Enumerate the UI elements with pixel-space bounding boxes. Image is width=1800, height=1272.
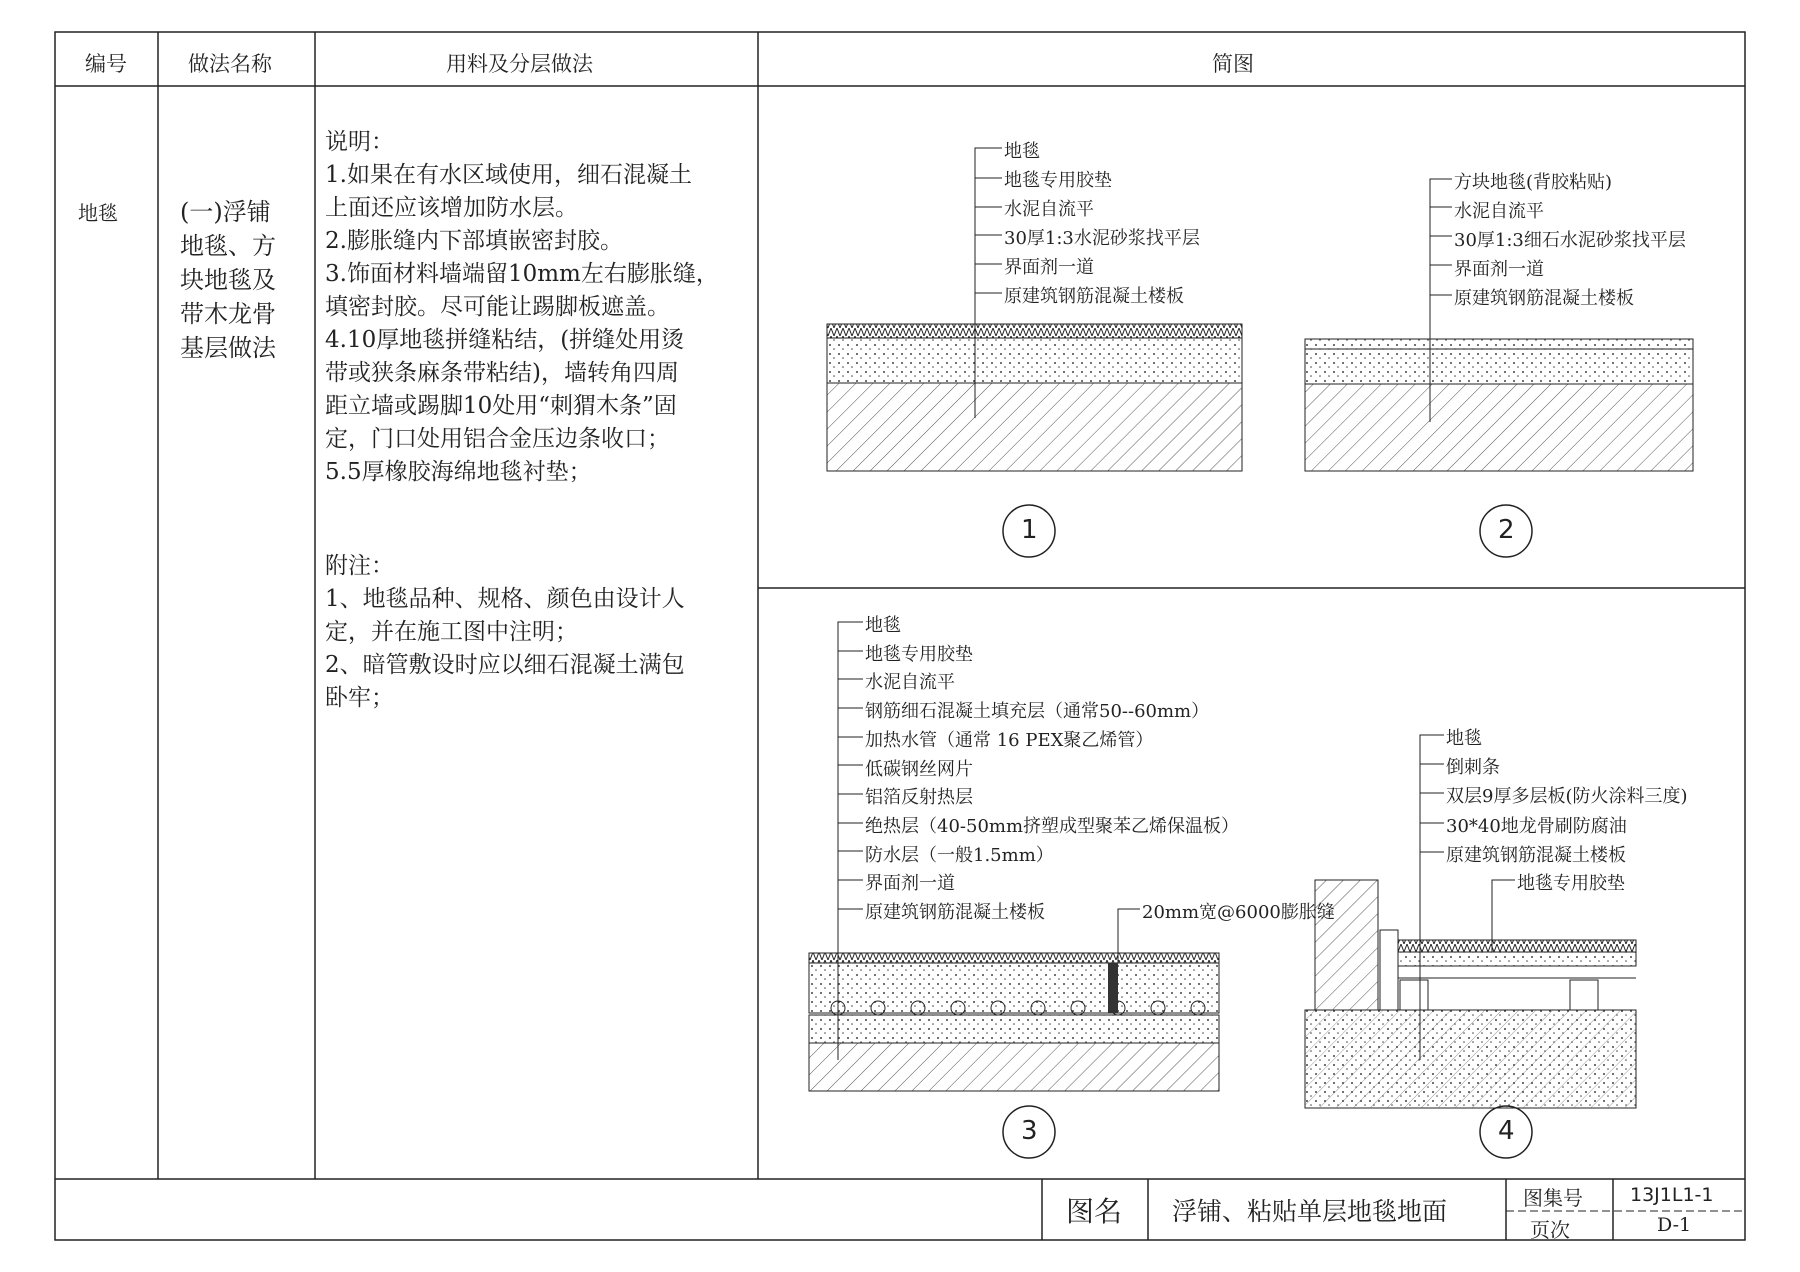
notes-title: 说明： (325, 129, 394, 155)
name-line: (一)浮铺 (180, 198, 271, 226)
note-line: 4.10厚地毯拼缝粘结，(拼缝处用烫 (325, 327, 685, 353)
name-line: 带木龙骨 (180, 300, 276, 328)
diagram-3-label: 低碳钢丝网片 (865, 758, 973, 780)
note-line: 填密封胶。尽可能让踢脚板遮盖。 (325, 294, 670, 320)
diagram-1-label: 地毯专用胶垫 (1004, 170, 1112, 191)
diagram-2-label: 30厚1:3细石水泥砂浆找平层 (1454, 230, 1686, 251)
diagram-3-label: 原建筑钢筋混凝土楼板 (865, 902, 1045, 923)
appendix-line: 1、地毯品种、规格、颜色由设计人 (325, 586, 685, 612)
page-number: D-1 (1657, 1214, 1692, 1236)
note-line: 距立墙或踢脚10处用“刺猬木条”固 (325, 393, 677, 419)
diagram-4-label: 倒刺条 (1446, 757, 1500, 779)
diagram-4-label: 地毯 (1446, 728, 1482, 749)
note-line: 5.5厚橡胶海绵地毯衬垫； (325, 459, 592, 485)
diagram-3-label: 防水层（一般1.5mm） (865, 844, 1054, 866)
appendix-title: 附注： (325, 553, 394, 579)
row-name (180, 195, 276, 365)
diagram-4-label: 原建筑钢筋混凝土楼板 (1446, 844, 1626, 866)
diagram-3-label: 铝箔反射热层 (865, 787, 973, 809)
note-line: 定，门口处用铝合金压边条收口； (325, 426, 670, 452)
appendix-line: 定，并在施工图中注明； (325, 619, 578, 645)
name-line: 地毯、方 (180, 232, 276, 260)
name-line: 基层做法 (180, 334, 276, 362)
header-diagram: 简图 (1212, 52, 1254, 76)
appendix-line: 2、暗管敷设时应以细石混凝土满包 (325, 652, 685, 678)
notes (325, 126, 719, 489)
atlas-label: 图集号 (1523, 1186, 1583, 1210)
atlas-number: 13J1L1-1 (1630, 1184, 1714, 1206)
diagram-4-number: 4 (1498, 1116, 1515, 1146)
diagram-3-label: 绝热层（40-50mm挤塑成型聚苯乙烯保温板） (865, 815, 1240, 837)
diagram-2-label: 原建筑钢筋混凝土楼板 (1454, 288, 1634, 309)
diagram-3-label: 界面剂一道 (865, 873, 955, 895)
diagram-3-label: 地毯专用胶垫 (865, 643, 973, 665)
diagram-2-label: 水泥自流平 (1454, 201, 1544, 222)
diagram-4-label: 30*40地龙骨刷防腐油 (1446, 815, 1627, 837)
note-line: 3.饰面材料墙端留10mm左右膨胀缝， (325, 261, 719, 287)
header-method: 用料及分层做法 (446, 52, 593, 76)
header-name: 做法名称 (188, 52, 272, 76)
diagram-3-label: 钢筋细石混凝土填充层（通常50--60mm） (865, 701, 1210, 723)
diagram-1-label: 原建筑钢筋混凝土楼板 (1004, 286, 1184, 307)
diagram-1-label: 30厚1:3水泥砂浆找平层 (1004, 228, 1200, 249)
appendix-line: 卧牢； (325, 685, 394, 711)
diagram-4-pad-label: 地毯专用胶垫 (1517, 873, 1625, 894)
page-label: 页次 (1530, 1218, 1570, 1242)
diagram-2-number: 2 (1498, 515, 1515, 545)
diagram-3-label: 地毯 (865, 615, 901, 636)
diagram-1-label: 地毯 (1004, 141, 1040, 162)
title-name-label: 图名 (1066, 1195, 1123, 1228)
drawing-title: 浮铺、粘贴单层地毯地面 (1172, 1197, 1448, 1226)
diagram-3-label: 水泥自流平 (865, 672, 955, 694)
row-id: 地毯 (78, 201, 118, 225)
diagram-2-label: 方块地毯(背胶粘贴) (1454, 172, 1613, 193)
diagram-1-label: 水泥自流平 (1004, 199, 1094, 220)
note-line: 1.如果在有水区域使用，细石混凝土 (325, 162, 692, 188)
name-line: 块地毯及 (180, 266, 276, 294)
diagram-1-label: 界面剂一道 (1004, 257, 1094, 278)
note-line: 2.膨胀缝内下部填嵌密封胶。 (325, 228, 623, 254)
diagram-2-label: 界面剂一道 (1454, 259, 1544, 280)
diagram-1-number: 1 (1021, 515, 1038, 545)
diagram-3-joint-label: 20mm宽@6000膨胀缝 (1142, 902, 1335, 923)
header-id: 编号 (85, 52, 127, 76)
diagram-3-number: 3 (1021, 1116, 1038, 1146)
note-line: 带或狭条麻条带粘结)，墙转角四周 (325, 360, 679, 386)
appendix (325, 550, 685, 715)
note-line: 上面还应该增加防水层。 (325, 195, 578, 221)
diagram-3-label: 加热水管（通常 16 PEX聚乙烯管） (865, 729, 1154, 751)
diagram-4-label: 双层9厚多层板(防火涂料三度) (1446, 786, 1688, 808)
